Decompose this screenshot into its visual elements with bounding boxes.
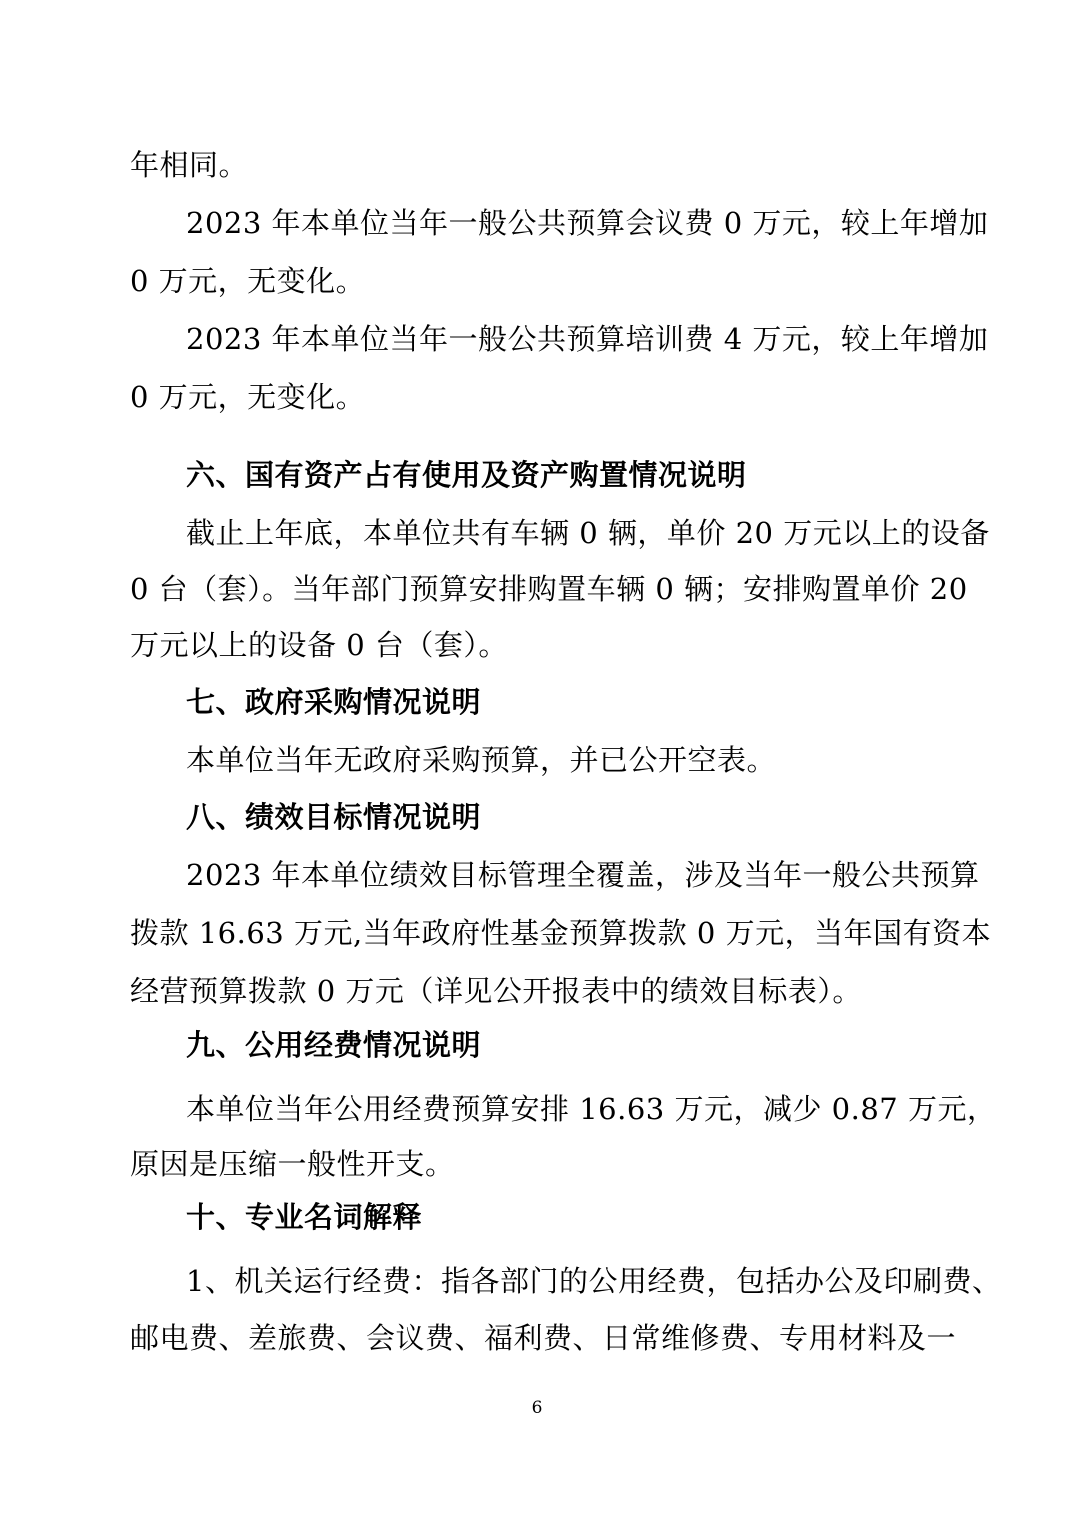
paragraph-line: 拨款 16.63 万元,当年政府性基金预算拨款 0 万元，当年国有资本	[130, 916, 992, 950]
paragraph-line: 经营预算拨款 0 万元（详见公开报表中的绩效目标表）。	[130, 974, 862, 1008]
paragraph-line: 万元以上的设备 0 台（套）。	[130, 628, 508, 662]
paragraph-line: 2023 年本单位当年一般公共预算会议费 0 万元，较上年增加	[186, 206, 989, 240]
paragraph-line: 0 台（套）。当年部门预算安排购置车辆 0 辆；安排购置单价 20	[130, 572, 968, 606]
paragraph-line: 2023 年本单位当年一般公共预算培训费 4 万元，较上年增加	[186, 322, 989, 356]
section-heading: 八、绩效目标情况说明	[186, 800, 482, 834]
section-heading: 六、国有资产占有使用及资产购置情况说明	[186, 458, 747, 492]
paragraph-line: 0 万元，无变化。	[130, 264, 366, 298]
paragraph-line: 1、机关运行经费：指各部门的公用经费，包括办公及印刷费、	[186, 1264, 1002, 1298]
paragraph-line: 0 万元，无变化。	[130, 380, 366, 414]
paragraph-line: 本单位当年无政府采购预算，并已公开空表。	[186, 743, 777, 777]
paragraph-line: 本单位当年公用经费预算安排 16.63 万元，减少 0.87 万元，	[186, 1092, 997, 1126]
page-number: 6	[531, 1398, 543, 1418]
section-heading: 七、政府采购情况说明	[186, 685, 482, 719]
paragraph-line: 原因是压缩一般性开支。	[130, 1147, 455, 1181]
paragraph-line: 邮电费、差旅费、会议费、福利费、日常维修费、专用材料及一	[130, 1321, 957, 1355]
section-heading: 十、专业名词解释	[186, 1200, 423, 1234]
paragraph-line: 2023 年本单位绩效目标管理全覆盖，涉及当年一般公共预算	[186, 858, 980, 892]
paragraph-line: 截止上年底，本单位共有车辆 0 辆，单价 20 万元以上的设备	[186, 516, 990, 550]
section-heading: 九、公用经费情况说明	[186, 1028, 482, 1062]
paragraph-line: 年相同。	[130, 148, 249, 182]
